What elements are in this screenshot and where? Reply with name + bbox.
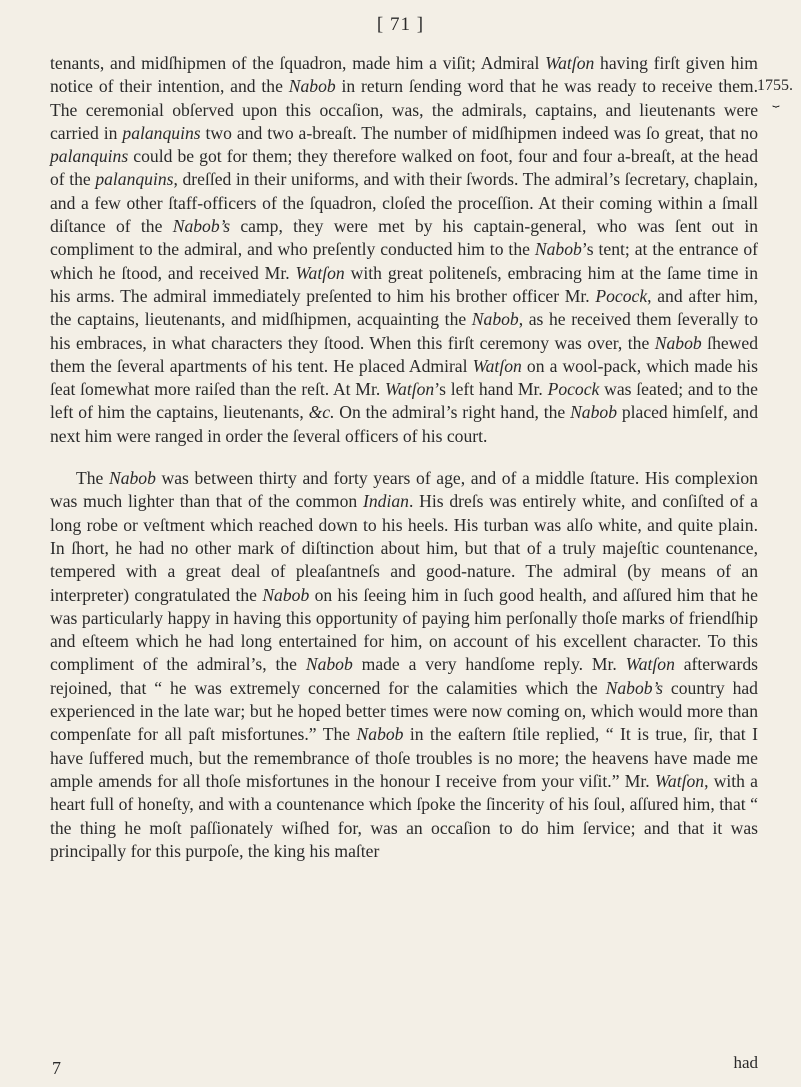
text-run: ’s left hand Mr. — [434, 379, 548, 400]
italic-text-run: Watſon — [625, 654, 675, 675]
text-run: made a very handſome reply. Mr. — [352, 654, 626, 675]
text-run: on a wool-pack, which made his ſeat ſomewhat more raiſed than the reſt. At Mr. — [50, 355, 758, 400]
body-text — [50, 52, 758, 863]
text-run: in return ſending word that he was ready to receive them. The ceremonial obſerved upon this occaſion, was, the admirals, captains, and lieutenants were carried in — [50, 76, 758, 143]
italic-text-run: Nabob — [654, 332, 702, 353]
text-run: country had experienced in the late war; but he hoped better times were now coming on, which would more than compenſate for all paſt misfortunes.” The — [50, 677, 758, 745]
italic-text-run: Watſon — [545, 53, 595, 73]
italic-text-run: Nabob — [108, 468, 156, 489]
italic-text-run: Watſon — [472, 355, 522, 376]
text-run: tenants, and midſhipmen of the ſquadron, made him a viſit; Admiral — [50, 53, 546, 73]
text-run: in the eaſtern ſtile replied, “ It is true, ſir, that I have ſuffered much, but the remembrance of thoſe troubles is no more; the heavens have made me ample amends for all thoſe misfortunes in the honour I receive from your viſit.” Mr. — [50, 724, 758, 791]
catchword: had — [733, 1053, 758, 1072]
italic-text-run: palanquins — [50, 146, 129, 167]
italic-text-run: Nabob — [262, 584, 310, 605]
italic-text-run: Watſon — [295, 262, 345, 283]
text-run: The — [76, 468, 109, 489]
italic-text-run: palanquins — [122, 122, 201, 143]
italic-text-run: Watſon — [385, 379, 435, 400]
italic-text-run: palanquins — [95, 169, 174, 190]
page-header: [ 71 ] — [376, 14, 425, 35]
text-run: with great politeneſs, embracing him at the ſame time in his arms. The admiral immediately preſented to him his brother officer Mr. — [50, 262, 758, 306]
italic-text-run: Indian — [363, 491, 409, 512]
italic-text-run: Watſon — [654, 770, 705, 791]
text-run: was ſeated; and to the left of him the captains, lieutenants, — [50, 379, 758, 423]
text-run: . His dreſs was entirely white, and conſiſted of a long robe or veſtment which reached down to his heels. His turban was alſo white, and quite plain. In ſhort, he had no other mark of diſtinction about him, but that of a truly majeſtic countenance, tempered with a great deal of pleaſantneſs and good-nature. The admiral (by means of an interpreter) congratulated the — [50, 491, 758, 605]
paragraph-1 — [50, 52, 758, 448]
italic-text-run: Nabob — [471, 309, 519, 330]
paragraph-2 — [50, 467, 758, 863]
text-run: two and two a-breaſt. The number of midſhipmen indeed was ſo great, that no — [200, 122, 759, 143]
text-run: , dreſſed in their uniforms, and with their ſwords. The admiral’s ſecretary, chaplain, and a few other ſtaff-officers of the ſquadron, cloſed the proceſſion. At their coming within a ſmall diſtance of the — [50, 169, 759, 237]
margin-brace: ⏟ — [772, 93, 778, 107]
text-run: , and after him, the captains, lieutenants, and midſhipmen, acquainting the — [50, 285, 758, 330]
text-run: having firſt given him notice of their intention, and the — [50, 53, 758, 97]
italic-text-run: Nabob — [288, 76, 336, 97]
signature-mark: 7 — [52, 1058, 61, 1078]
text-run: on his ſeeing him in ſuch good health, and aſſured him that he was particularly happy in having this opportunity of paying him perſonally thoſe marks of friendſhip and eſteem which he had long entertained for him, on account of his excellent character. To this compliment of the admiral’s, the — [50, 584, 758, 675]
italic-text-run: Nabob’s — [605, 677, 663, 698]
italic-text-run: &c. — [308, 402, 335, 423]
italic-text-run: Nabob’s — [172, 216, 231, 237]
text-run: placed himſelf, and next him were ranged in order the ſeveral officers of his court. — [50, 402, 758, 446]
text-run: ſhewed them the ſeveral apartments of his tent. He placed Admiral — [50, 332, 758, 376]
margin-year-note — [757, 78, 793, 108]
text-run: could be got for them; they therefore walked on foot, four and four a-breaſt, at the head of the — [50, 146, 758, 190]
italic-text-run: Nabob — [356, 724, 404, 745]
italic-text-run: Pocock — [595, 285, 648, 306]
margin-year-text: 1755. — [757, 77, 793, 94]
text-run: camp, they were met by his captain-general, who was ſent out in compliment to the admiral, and who preſently conducted him to the — [50, 216, 759, 260]
text-run: , as he received them ſeverally to his embraces, in what characters they ſtood. When this firſt ceremony was over, the — [50, 309, 758, 353]
italic-text-run: Pocock — [547, 379, 600, 400]
text-run: ’s tent; at the entrance of which he ſtood, and received Mr. — [50, 239, 759, 283]
text-run: On the admiral’s right hand, the — [334, 402, 571, 423]
text-run: , with a heart full of honeſty, and with a countenance which ſpoke the ſincerity of his ſoul, aſſured him, that “ the thing he moſt paſſionately wiſhed for, was an occaſion to do him ſervice; and that it was principally for this purpoſe, the king his maſter — [50, 770, 758, 861]
italic-text-run: Nabob — [534, 239, 582, 260]
italic-text-run: Nabob — [305, 654, 353, 675]
text-run: was between thirty and forty years of age, and of a middle ſtature. His complexion was much lighter than that of the common — [50, 468, 758, 512]
italic-text-run: Nabob — [570, 402, 617, 423]
text-run: afterwards rejoined, that “ he was extremely concerned for the calamities which the — [50, 654, 758, 698]
